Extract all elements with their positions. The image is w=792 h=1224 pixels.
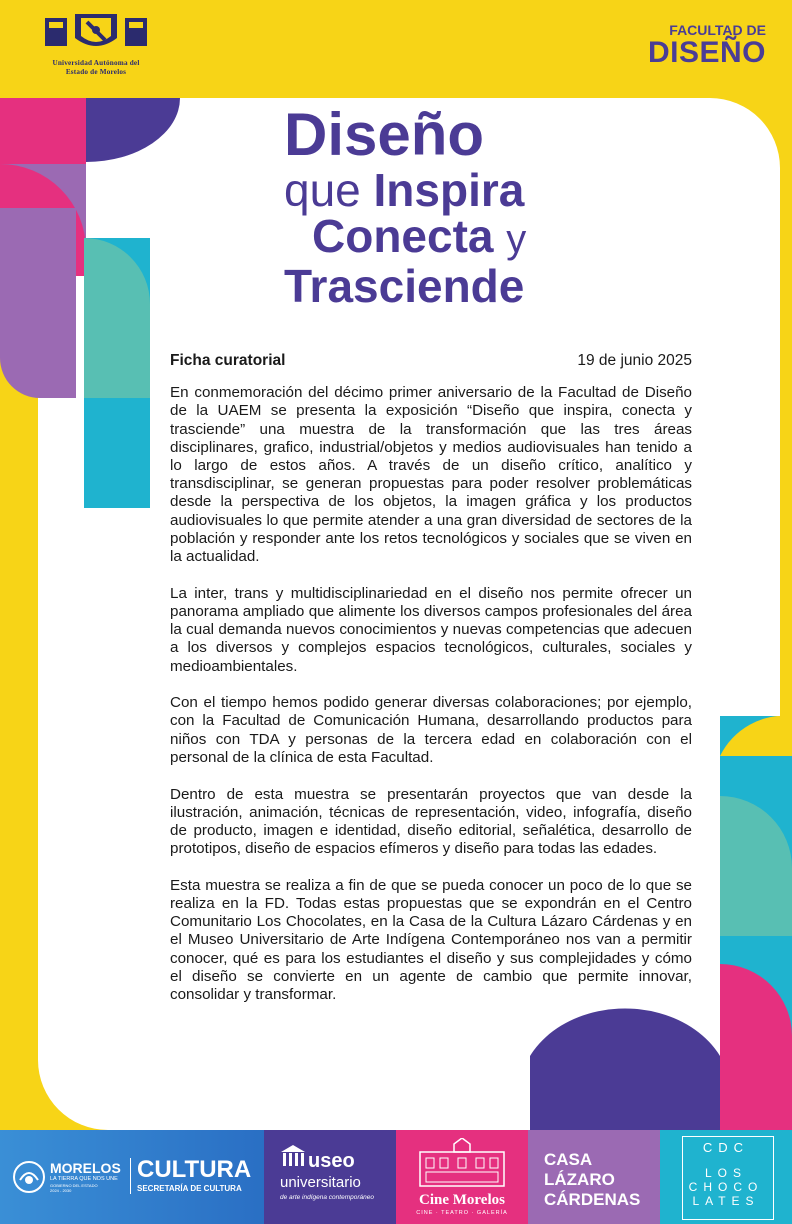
hero-line-4: Trasciende (284, 260, 525, 312)
footer-cine-segment (396, 1130, 528, 1224)
hero-inspira: Inspira (373, 164, 525, 216)
hero-y: y (506, 217, 527, 261)
museo-building-icon (280, 1144, 306, 1168)
paragraph-1: En conmemoración del décimo primer aniversario de la Facultad de Diseño de la UAEM se presenta la exposición “Diseño que inspira, conecta y trasciende” una muestra de la transformación que las tres áreas disciplinares, grafico, industrial/objetos y medios audiovisuales han tenido a lo largo de estos años. A través de un diseño crítico, analítico y transdisciplinar, se generan propuestas para poder resolver problemáticas desde la perspectiva de los objetos, la imagen gráfica y los productos audiovisuales lo que permite atender a una gran diversidad de sectores de la población y responder ante los retos tecnológicos y sociales que se viven en la actualidad. (170, 384, 692, 566)
footer-museo-segment (264, 1130, 396, 1224)
hero-line-1: Diseño (284, 101, 485, 168)
hero-conecta: Conecta (312, 210, 494, 262)
morelos-label: MORELOS (50, 1160, 121, 1176)
uaem-name-line1: Universidad Autónoma del (52, 59, 140, 67)
cine-sub: CINE · TEATRO · GALERÍA (416, 1210, 508, 1216)
footer-morelos-cultura-segment (0, 1130, 264, 1224)
cine-building-icon (414, 1138, 510, 1188)
uaem-crest-icon (41, 10, 151, 54)
cdc-line4: LATES (692, 1194, 760, 1208)
footer-sponsors (0, 1130, 792, 1224)
hero-title (284, 101, 527, 312)
morelos-gov: GOBIERNO DEL ESTADO (50, 1183, 98, 1188)
footer-divider (130, 1158, 131, 1194)
hero-que: que (284, 164, 361, 216)
museo-line2: universitario (280, 1174, 361, 1191)
cine-label: Cine Morelos (419, 1192, 505, 1208)
left-decorative-shapes (0, 98, 180, 510)
paragraph-3: Con el tiempo hemos podido generar diversas colaboraciones; por ejemplo, con la Facultad de Comunicación Humana, desarrollando productos para niños con TDA y personas de la tercera edad en colaboración con el personal de la clínica de esta Facultad. (170, 694, 692, 766)
cdc-line1: CDC (702, 1140, 750, 1155)
cdc-line3: CHOCO (688, 1180, 764, 1194)
paragraph-5: Esta muestra se realiza a fin de que se pueda conocer un poco de lo que se realiza en la FD. Todas estas propuestas que se expondrán en el Centro Comunitario Los Chocolates, en la Casa de la Cultura Lázaro Cárdenas y en el Museo Universitario de Arte Indígena Contemporáneo nos van a permitir conocer, qué es para los estudiantes el diseño y sus complejidades y cómo el diseño se convierte en un agente de cambio que permite innovar, consolidar y transformar. (170, 876, 692, 1004)
cdc-line2: LOS (704, 1166, 747, 1180)
faculty-big-text: DISEÑO (647, 36, 766, 69)
hero-line-3 (312, 210, 527, 262)
museo-line1: useo (308, 1150, 355, 1172)
paragraph-2: La inter, trans y multidisciplinariedad en el diseño nos permite ofrecer un panorama ampliado que alimente los diversos campos profesionales del área la cual demanda nuevos conocimientos y nuevas competencias que adecuen a los diversos y complejos espacios tecnológicos, culturales, sociales y medioambientales. (170, 584, 692, 675)
faculty-small-text: FACULTAD DE (669, 22, 766, 38)
cultura-sub: SECRETARÍA DE CULTURA (137, 1184, 242, 1193)
uaem-logo (34, 10, 158, 90)
morelos-years: 2024 - 2030 (50, 1188, 72, 1193)
facultad-diseno-logo (648, 22, 766, 68)
cultura-label: CULTURA (137, 1156, 252, 1183)
footer-casa-segment (528, 1130, 660, 1224)
paragraph-4: Dentro de esta muestra se presentarán proyectos que van desde la ilustración, animación, técnicas de representación, video, infografía, diseño de producto, imagen e identidad, diseño editorial, señalética, desarrollo de prototipos, diseño de espacios efímeros y diseño para todas las edades. (170, 785, 692, 858)
uaem-name (34, 59, 158, 77)
casa-line3: CÁRDENAS (544, 1190, 641, 1209)
uaem-name-line2: Estado de Morelos (65, 68, 127, 76)
morelos-emblem-icon (12, 1160, 46, 1194)
museo-line3: de arte indígena contemporáneo (280, 1194, 374, 1201)
document-meta (170, 352, 692, 370)
curatorial-document (170, 352, 692, 1023)
hero-line-2 (284, 166, 526, 214)
footer-cdc-segment (660, 1130, 792, 1224)
document-label: Ficha curatorial (170, 352, 286, 369)
casa-line2: LÁZARO (544, 1170, 615, 1189)
morelos-tagline: LA TIERRA QUE NOS UNE (50, 1176, 118, 1182)
document-date: 19 de junio 2025 (577, 352, 692, 369)
casa-line1: CASA (544, 1150, 593, 1169)
